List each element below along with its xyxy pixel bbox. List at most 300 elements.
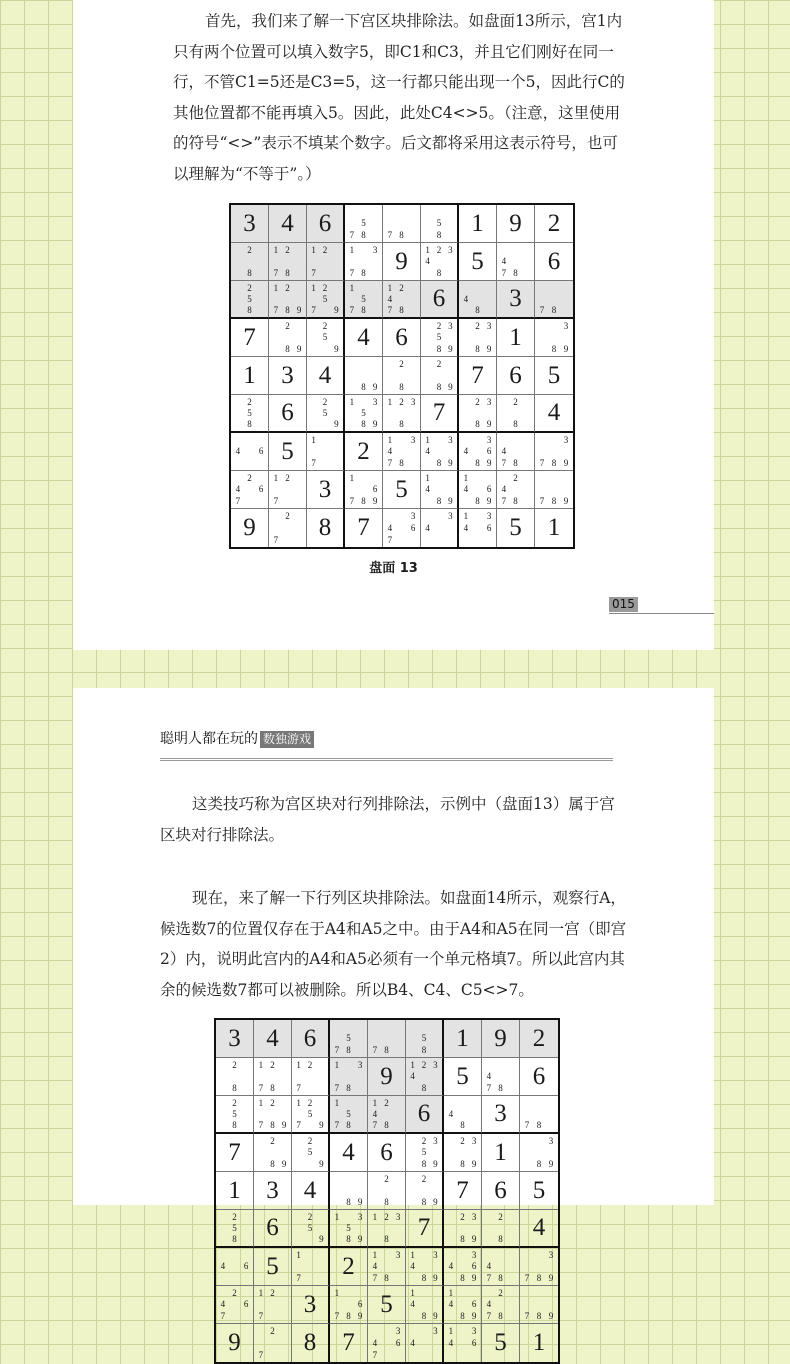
- candidate-digit: [418, 1071, 429, 1083]
- sudoku-cell: [216, 1096, 254, 1134]
- candidate-digit: [358, 484, 370, 496]
- candidate-digit: [536, 484, 548, 496]
- candidate-digit: [407, 358, 419, 370]
- candidate-digit: [472, 522, 484, 534]
- candidate-digit: 2: [285, 472, 290, 483]
- candidate-digit: [422, 534, 433, 546]
- cell-value: 6: [281, 399, 294, 426]
- candidate-digit: [255, 267, 267, 279]
- cell-value: 5: [532, 1176, 546, 1204]
- candidate-digit: 1: [349, 472, 355, 483]
- candidate-digit: [240, 1097, 252, 1108]
- candidate-digit: [255, 457, 267, 469]
- sudoku-cell: [231, 357, 269, 395]
- candidate-digit: [510, 407, 522, 418]
- sudoku-cell: [231, 243, 269, 281]
- candidate-digit: [369, 358, 381, 370]
- candidate-digit: 3: [548, 1135, 554, 1146]
- sudoku-cell: [497, 281, 535, 319]
- candidate-digit: [483, 305, 495, 316]
- candidate-digit: [460, 343, 472, 355]
- candidate-digit: 3: [448, 511, 453, 521]
- candidate-digit: [354, 1120, 366, 1131]
- candidate-digit: 3: [448, 434, 453, 445]
- candidate-digit: [548, 282, 560, 293]
- candidate-digit: [304, 1261, 315, 1273]
- candidate-digit: 1: [372, 1097, 378, 1108]
- candidate-digit: [407, 206, 419, 218]
- candidate-digit: [331, 396, 342, 407]
- candidate-digit: 9: [281, 1120, 287, 1131]
- candidate-digit: [498, 244, 510, 256]
- candidate-digit: 7: [273, 305, 279, 316]
- sudoku-cell: [444, 1286, 482, 1324]
- candidate-digit: 1: [425, 472, 430, 483]
- sudoku-cell: [482, 1134, 520, 1172]
- candidate-digit: [346, 218, 358, 230]
- candidate-digit: [407, 1325, 418, 1337]
- candidate-digit: 7: [524, 1120, 530, 1131]
- cell-candidates: [293, 1097, 327, 1131]
- candidate-digit: [521, 396, 533, 407]
- sudoku-cell: [368, 1210, 406, 1248]
- cell-candidates: [407, 1249, 441, 1284]
- cell-value: 9: [243, 514, 256, 541]
- candidate-digit: [422, 510, 433, 522]
- sudoku-cell: [520, 1172, 558, 1210]
- candidate-digit: [217, 1287, 229, 1299]
- candidate-digit: [244, 256, 256, 268]
- candidate-digit: [278, 1108, 290, 1119]
- candidate-digit: [392, 1120, 404, 1131]
- candidate-digit: [381, 1349, 393, 1361]
- candidate-digit: [422, 206, 433, 218]
- cell-value: 4: [357, 323, 370, 351]
- cell-candidates: [498, 434, 533, 469]
- candidate-digit: [483, 293, 495, 304]
- cell-candidates: [460, 282, 495, 316]
- candidate-digit: [331, 1071, 343, 1083]
- candidate-digit: [445, 229, 456, 241]
- candidate-digit: 7: [486, 1311, 492, 1322]
- cell-candidates: [483, 1211, 518, 1245]
- candidate-digit: 6: [486, 484, 492, 495]
- candidate-digit: 1: [425, 434, 430, 445]
- candidate-digit: [433, 256, 444, 268]
- sudoku-cell: [330, 1134, 368, 1172]
- candidate-digit: 2: [307, 1097, 313, 1108]
- candidate-digit: 1: [387, 282, 393, 293]
- candidate-digit: [506, 1222, 518, 1233]
- candidate-digit: 4: [448, 1108, 454, 1119]
- cell-candidates: [369, 1211, 404, 1245]
- candidate-digit: [545, 1147, 557, 1159]
- sudoku-cell: [482, 1172, 520, 1210]
- candidate-digit: 2: [232, 1287, 237, 1298]
- candidate-digit: [346, 381, 358, 393]
- candidate-digit: 4: [372, 1108, 378, 1119]
- candidate-digit: [381, 1021, 393, 1033]
- candidate-digit: [381, 1222, 393, 1233]
- cell-candidates: [331, 1097, 366, 1131]
- candidate-digit: [422, 381, 433, 393]
- candidate-digit: [445, 1097, 457, 1108]
- cell-candidates: [331, 1021, 366, 1056]
- candidate-digit: [536, 446, 548, 458]
- candidate-digit: [521, 1299, 533, 1311]
- candidate-digit: 7: [311, 268, 316, 279]
- cell-candidates: [384, 510, 419, 546]
- candidate-digit: [468, 1349, 480, 1361]
- candidate-digit: [232, 396, 244, 407]
- candidate-digit: 5: [247, 407, 252, 418]
- candidate-digit: 8: [247, 305, 252, 316]
- candidate-digit: [510, 484, 522, 496]
- cell-candidates: [460, 396, 495, 430]
- candidate-digit: 4: [463, 446, 469, 457]
- sudoku-cell: [535, 281, 573, 319]
- candidate-digit: [506, 1234, 518, 1245]
- candidate-digit: [433, 434, 444, 446]
- cell-candidates: [422, 320, 456, 355]
- cell-candidates: [369, 1325, 404, 1361]
- candidate-digit: 8: [551, 305, 557, 316]
- candidate-digit: [343, 1059, 355, 1071]
- candidate-digit: 4: [486, 1261, 492, 1272]
- candidate-digit: [343, 1097, 355, 1108]
- candidate-digit: [536, 343, 548, 355]
- candidate-digit: [548, 320, 560, 332]
- candidate-digit: [506, 1310, 518, 1322]
- candidate-digit: 1: [349, 244, 355, 255]
- candidate-digit: [392, 1021, 404, 1033]
- candidate-digit: [521, 472, 533, 484]
- candidate-digit: [232, 282, 244, 293]
- candidate-digit: [521, 1108, 533, 1119]
- candidate-digit: [293, 244, 305, 256]
- candidate-digit: 4: [425, 484, 430, 495]
- candidate-digit: [316, 1135, 327, 1147]
- candidate-digit: [422, 320, 433, 332]
- candidate-digit: [308, 419, 319, 430]
- candidate-digit: [232, 407, 244, 418]
- sudoku-cell: [254, 1020, 292, 1058]
- candidate-digit: [560, 472, 572, 484]
- candidate-digit: 9: [357, 1311, 363, 1322]
- candidate-digit: [331, 1222, 343, 1233]
- cell-candidates: [346, 472, 381, 507]
- candidate-digit: 2: [421, 1059, 427, 1070]
- candidate-digit: [316, 1261, 327, 1273]
- candidate-digit: 3: [372, 244, 378, 255]
- candidate-digit: [545, 1287, 557, 1299]
- candidate-digit: 9: [433, 1197, 438, 1208]
- candidate-digit: [304, 1120, 315, 1131]
- candidate-digit: 1: [296, 1249, 301, 1260]
- cell-value: 8: [318, 514, 332, 541]
- candidate-digit: 8: [361, 382, 366, 393]
- candidate-digit: [472, 510, 484, 522]
- candidate-digit: 3: [433, 1059, 438, 1070]
- candidate-digit: 2: [460, 1135, 465, 1146]
- cell-value: 1: [456, 1024, 469, 1052]
- candidate-digit: [308, 293, 319, 304]
- candidate-digit: [521, 446, 533, 458]
- candidate-digit: [232, 256, 244, 268]
- candidate-digit: [369, 256, 381, 268]
- candidate-digit: [316, 1071, 327, 1083]
- cell-value: 4: [266, 1024, 279, 1052]
- candidate-digit: [521, 256, 533, 268]
- sudoku-cell: [497, 433, 535, 471]
- candidate-digit: [548, 434, 560, 446]
- candidate-digit: [232, 434, 244, 446]
- candidate-digit: 7: [524, 1311, 530, 1322]
- candidate-digit: [445, 1211, 457, 1222]
- candidate-digit: 7: [273, 268, 279, 279]
- candidate-digit: [293, 1108, 304, 1119]
- candidate-digit: [278, 1059, 290, 1071]
- cell-value: 6: [417, 1100, 431, 1127]
- cell-value: 3: [318, 475, 332, 503]
- candidate-digit: 2: [247, 472, 252, 483]
- candidate-digit: 2: [513, 396, 518, 407]
- candidate-digit: [308, 332, 319, 344]
- sudoku-cell: [330, 1058, 368, 1096]
- cell-value: 4: [281, 209, 294, 237]
- cell-value: 9: [228, 1329, 241, 1356]
- candidate-digit: [232, 305, 244, 316]
- candidate-digit: [217, 1108, 229, 1119]
- candidate-digit: [483, 282, 495, 293]
- candidate-digit: [433, 510, 444, 522]
- candidate-digit: [457, 1147, 469, 1159]
- candidate-digit: 8: [536, 1311, 542, 1322]
- sudoku-cell: [406, 1248, 444, 1286]
- candidate-digit: 6: [243, 1299, 249, 1310]
- cell-value: 6: [318, 209, 332, 237]
- candidate-digit: [407, 1349, 418, 1361]
- candidate-digit: [278, 1082, 290, 1094]
- book-page-015: [73, 0, 714, 650]
- candidate-digit: [560, 484, 572, 496]
- candidate-digit: 8: [361, 305, 366, 316]
- candidate-digit: [430, 1044, 441, 1056]
- sudoku-cell: [345, 471, 383, 509]
- cell-value: 6: [303, 1024, 317, 1052]
- sudoku-cell: [216, 1058, 254, 1096]
- candidate-digit: [369, 218, 381, 230]
- candidate-digit: [392, 1185, 404, 1197]
- candidate-digit: 3: [395, 1326, 401, 1336]
- candidate-digit: [536, 293, 548, 304]
- sudoku-cell: [231, 281, 269, 319]
- candidate-digit: 4: [463, 523, 469, 533]
- candidate-digit: [396, 434, 408, 446]
- candidate-digit: 7: [387, 535, 393, 545]
- cell-value: 5: [380, 1290, 393, 1318]
- sudoku-cell: [421, 357, 459, 395]
- candidate-digit: 7: [486, 1083, 492, 1094]
- candidate-digit: 7: [349, 305, 355, 316]
- sudoku-cell: [292, 1286, 330, 1324]
- candidate-digit: 8: [270, 1083, 275, 1094]
- candidate-digit: [430, 1147, 441, 1159]
- candidate-digit: 3: [471, 1135, 477, 1146]
- cell-candidates: [346, 396, 381, 430]
- candidate-digit: 1: [334, 1211, 340, 1222]
- candidate-digit: [270, 332, 282, 344]
- candidate-digit: 6: [471, 1338, 477, 1348]
- candidate-digit: 3: [471, 1326, 477, 1336]
- candidate-digit: 6: [471, 1261, 477, 1272]
- candidate-digit: 3: [471, 1249, 477, 1260]
- candidate-digit: [255, 1071, 267, 1083]
- sudoku-cell: [383, 319, 421, 357]
- candidate-digit: [445, 534, 456, 546]
- candidate-digit: 1: [463, 472, 469, 483]
- sudoku-cell: [444, 1058, 482, 1096]
- candidate-digit: 9: [448, 382, 453, 393]
- sudoku-cell: [535, 205, 573, 243]
- candidate-digit: [430, 1082, 441, 1094]
- cell-value: 3: [303, 1290, 317, 1318]
- candidate-digit: [445, 206, 456, 218]
- candidate-digit: [521, 1287, 533, 1299]
- candidate-digit: [445, 267, 456, 279]
- sudoku-cell: [368, 1058, 406, 1096]
- sudoku-cell: [406, 1286, 444, 1324]
- candidate-digit: [381, 1325, 393, 1337]
- sudoku-cell: [345, 395, 383, 433]
- sudoku-cell: [421, 243, 459, 281]
- candidate-digit: [506, 1299, 518, 1311]
- candidate-digit: [278, 1337, 290, 1349]
- cell-value: 6: [494, 1176, 507, 1204]
- cell-candidates: [407, 1325, 441, 1361]
- sudoku-cell: [444, 1096, 482, 1134]
- candidate-digit: [278, 1325, 290, 1337]
- candidate-digit: 3: [486, 511, 492, 521]
- candidate-digit: 8: [498, 1234, 503, 1245]
- candidate-digit: 9: [334, 305, 339, 316]
- cell-value: 4: [532, 1214, 546, 1241]
- candidate-digit: 9: [471, 1159, 477, 1170]
- cell-value: 1: [509, 323, 522, 351]
- candidate-digit: [369, 1234, 381, 1245]
- candidate-digit: [293, 256, 305, 268]
- candidate-digit: [510, 434, 522, 446]
- candidate-digit: [472, 484, 484, 496]
- cell-candidates: [255, 1097, 290, 1131]
- cell-value: 1: [228, 1176, 241, 1204]
- candidate-digit: [316, 1082, 327, 1094]
- sudoku-cell: [254, 1324, 292, 1362]
- sudoku-cell: [269, 319, 307, 357]
- candidate-digit: [354, 1044, 366, 1056]
- candidate-digit: [483, 1287, 495, 1299]
- cell-value: 6: [432, 285, 446, 312]
- candidate-digit: [232, 293, 244, 304]
- candidate-digit: 9: [372, 382, 378, 393]
- candidate-digit: 5: [421, 1033, 427, 1044]
- candidate-digit: 6: [395, 1338, 401, 1348]
- candidate-digit: 2: [285, 244, 290, 255]
- cell-candidates: [422, 434, 456, 469]
- candidate-digit: 2: [399, 358, 404, 369]
- candidate-digit: [445, 256, 456, 268]
- candidate-digit: 8: [247, 268, 252, 279]
- candidate-digit: [319, 419, 330, 430]
- candidate-digit: [472, 446, 484, 458]
- cell-candidates: [422, 472, 456, 507]
- candidate-digit: 1: [334, 1097, 340, 1108]
- sudoku-cell: [497, 205, 535, 243]
- candidate-digit: 2: [270, 1097, 275, 1108]
- candidate-digit: [407, 1082, 418, 1094]
- candidate-digit: [560, 446, 572, 458]
- sudoku-cell: [231, 395, 269, 433]
- candidate-digit: 8: [384, 1120, 389, 1131]
- candidate-digit: [240, 1071, 252, 1083]
- sudoku-cell: [330, 1096, 368, 1134]
- candidate-digit: 8: [460, 1234, 465, 1245]
- sudoku-cell: [406, 1172, 444, 1210]
- candidate-digit: 4: [387, 293, 393, 304]
- cell-candidates: [217, 1059, 252, 1094]
- candidate-digit: [384, 510, 396, 522]
- candidate-digit: [316, 1097, 327, 1108]
- candidate-digit: 2: [475, 320, 480, 331]
- candidate-digit: 8: [384, 1197, 389, 1208]
- candidate-digit: [433, 446, 444, 458]
- cell-candidates: [536, 434, 572, 469]
- candidate-digit: 4: [387, 523, 393, 533]
- candidate-digit: 1: [372, 1211, 378, 1222]
- sudoku-cell: [444, 1020, 482, 1058]
- candidate-digit: [521, 407, 533, 418]
- candidate-digit: 4: [425, 523, 430, 533]
- cell-candidates: [521, 1287, 557, 1322]
- cell-candidates: [331, 1287, 366, 1322]
- candidate-digit: 8: [346, 1083, 351, 1094]
- cell-value: 3: [243, 209, 256, 237]
- candidate-digit: [468, 1120, 480, 1131]
- candidate-digit: [536, 332, 548, 344]
- candidate-digit: 7: [334, 1045, 340, 1056]
- candidate-digit: 7: [349, 268, 355, 279]
- candidate-digit: [560, 305, 572, 316]
- candidate-digit: [536, 434, 548, 446]
- candidate-digit: [267, 1108, 279, 1119]
- candidate-digit: 2: [384, 1211, 389, 1222]
- candidate-digit: 5: [232, 1108, 237, 1119]
- candidate-digit: 2: [513, 472, 518, 483]
- sudoku-cell: [520, 1058, 558, 1096]
- candidate-digit: [240, 1287, 252, 1299]
- candidate-digit: [255, 407, 267, 418]
- candidate-digit: 5: [436, 332, 442, 343]
- candidate-digit: 4: [220, 1261, 226, 1272]
- sudoku-cell: [421, 395, 459, 433]
- cell-value: 9: [380, 1062, 393, 1090]
- candidate-digit: [407, 1158, 418, 1170]
- cell-candidates: [270, 320, 305, 355]
- candidate-digit: [445, 1120, 457, 1131]
- candidate-digit: [430, 1261, 441, 1273]
- candidate-digit: 7: [501, 496, 507, 507]
- candidate-digit: 8: [551, 344, 557, 355]
